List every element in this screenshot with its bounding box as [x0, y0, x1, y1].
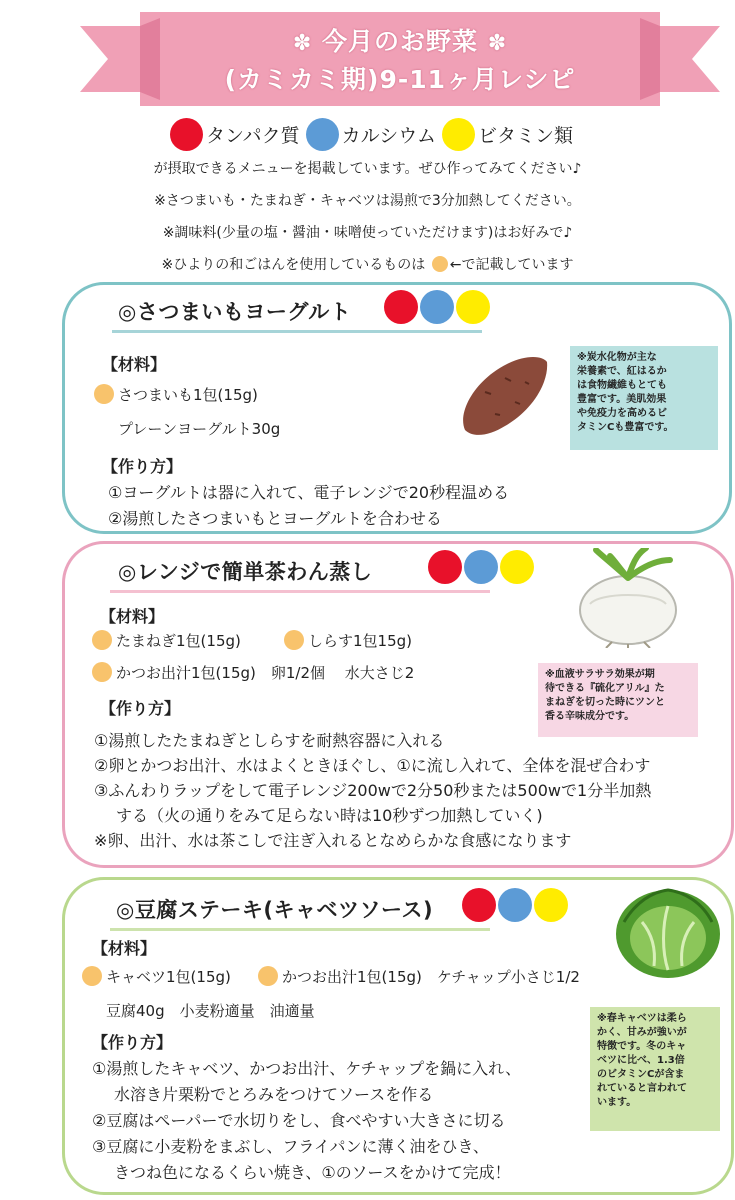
title-underline [110, 590, 490, 593]
onion-icon [570, 548, 690, 648]
calcium-dot-icon [498, 888, 532, 922]
flower-icon: ✽ [487, 31, 508, 56]
recipe2-step-3-cont: する（火の通りをみて足らない時は10秒ずつ加熱していく) [116, 806, 543, 825]
vitamin-dot-icon [500, 550, 534, 584]
recipe1-step-1: ①ヨーグルトは器に入れて、電子レンジで20秒程温める [108, 483, 510, 502]
recipe3-title: ◎豆腐ステーキ(キャベツソース) [116, 898, 434, 922]
protein-dot-icon [428, 550, 462, 584]
recipe3-step-3-cont: きつね色になるくらい焼き、①のソースをかけて完成！ [114, 1163, 511, 1182]
sweet-potato-icon [455, 352, 550, 440]
recipe2-note: ※卵、出汁、水は茶こしで注ぎ入れるとなめらかな食感になります [94, 831, 572, 850]
legend-calcium: カルシウム [341, 124, 437, 147]
protein-dot-icon [462, 888, 496, 922]
recipe2-step-3: ③ふんわりラップをして電子レンジ200wで2分50秒または500wで1分半加熱 [94, 781, 652, 800]
recipe2-step-1: ①湯煎したたまねぎとしらすを耐熱容器に入れる [94, 731, 445, 750]
onion-info: ※血液サラサラ効果が期 待できる『硫化アリル』た まねぎを切った時にツンと 香る辛味成分です。 [538, 663, 698, 737]
recipe3-step-2: ②豆腐はペーパーで水切りをし、食べやすい大きさに切る [92, 1111, 506, 1130]
legend-protein: タンパク質 [206, 124, 300, 147]
recipe1-steps-heading: 【作り方】 [102, 457, 183, 476]
seasoning-note: ※調味料(少量の塩・醤油・味噌使っていただけます)はお好みで♪ [162, 225, 573, 241]
recipe1-ingredient-1: さつまいも1包(15g) [94, 384, 258, 405]
recipe2-ingredient-1: たまねぎ1包(15g) [92, 630, 241, 651]
banner-title-line1: ✽ 今月のお野菜 ✽ [292, 27, 508, 56]
recipe2-title: ◎レンジで簡単茶わん蒸し [118, 560, 373, 584]
calcium-dot-icon [464, 550, 498, 584]
wagohan-dot-icon [284, 630, 304, 650]
heating-note: ※さつまいも・たまねぎ・キャベツは湯煎で3分加熱してください。 [154, 193, 581, 209]
wagohan-dot-icon [258, 966, 278, 986]
recipe2-ingredient-3: かつお出汁1包(15g) 卵1/2個 水大さじ2 [92, 662, 414, 683]
banner-title-line2: (カミカミ期)9-11ヶ月レシピ [224, 65, 576, 94]
sweet-potato-info: ※炭水化物が主な 栄養素で、紅はるか は食物繊維もとても 豊富です。美肌効果 や免疫力を高めるビ タミンCも豊富です。 [570, 346, 718, 450]
nutrient-legend [170, 117, 650, 151]
calcium-dot-icon [306, 118, 339, 151]
recipe3-ingredient-2: かつお出汁1包(15g) ケチャップ小さじ1/2 [258, 966, 580, 987]
wagohan-dot-icon [92, 662, 112, 682]
cabbage-icon [612, 882, 724, 982]
recipe1-step-2: ②湯煎したさつまいもとヨーグルトを合わせる [108, 509, 442, 528]
intro-note: が摂取できるメニューを掲載しています。ぜひ作ってみてください♪ [153, 161, 582, 177]
flower-icon: ✽ [292, 31, 313, 56]
protein-dot-icon [170, 118, 203, 151]
protein-dot-icon [384, 290, 418, 324]
vitamin-dot-icon [534, 888, 568, 922]
vitamin-dot-icon [442, 118, 475, 151]
wagohan-dot-icon [94, 384, 114, 404]
wagohan-note: ※ひよりの和ごはんを使用しているものは ←で記載しています [161, 257, 574, 273]
recipe3-step-1-cont: 水溶き片栗粉でとろみをつけてソースを作る [114, 1085, 434, 1104]
wagohan-dot-icon [82, 966, 102, 986]
cabbage-info: ※春キャベツは柔ら かく、甘みが強いが 特徴です。冬のキャ ベツに比べ、1.3倍 のビタミンCが含ま れていると言われて います。 [590, 1007, 720, 1131]
title-banner [80, 12, 720, 106]
recipe3-step-1: ①湯煎したキャベツ、かつお出汁、ケチャップを鍋に入れ、 [92, 1059, 522, 1078]
recipe3-ingredients-heading: 【材料】 [92, 939, 157, 958]
recipe3-ingredient-3: 豆腐40g 小麦粉適量 油適量 [106, 1002, 315, 1020]
recipe1-ingredients-heading: 【材料】 [102, 355, 167, 374]
recipe1-title: ◎さつまいもヨーグルト [118, 300, 352, 324]
title-underline [110, 928, 490, 931]
wagohan-dot-icon [432, 256, 448, 272]
recipe2-ingredient-2: しらす1包15g) [284, 630, 412, 651]
vitamin-dot-icon [456, 290, 490, 324]
recipe3-ingredient-1: キャベツ1包(15g) [82, 966, 231, 987]
recipe2-steps-heading: 【作り方】 [100, 699, 181, 718]
recipe1-ingredient-2: プレーンヨーグルト30g [118, 420, 281, 438]
recipe2-ingredients-heading: 【材料】 [100, 607, 165, 626]
recipe3-steps-heading: 【作り方】 [92, 1033, 173, 1052]
legend-vitamin: ビタミン類 [478, 124, 574, 147]
calcium-dot-icon [420, 290, 454, 324]
recipe2-step-2: ②卵とかつお出汁、水はよくときほぐし、①に流し入れて、全体を混ぜ合わす [94, 756, 651, 775]
recipe3-step-3: ③豆腐に小麦粉をまぶし、フライパンに薄く油をひき、 [92, 1137, 489, 1156]
wagohan-dot-icon [92, 630, 112, 650]
title-underline [112, 330, 482, 333]
